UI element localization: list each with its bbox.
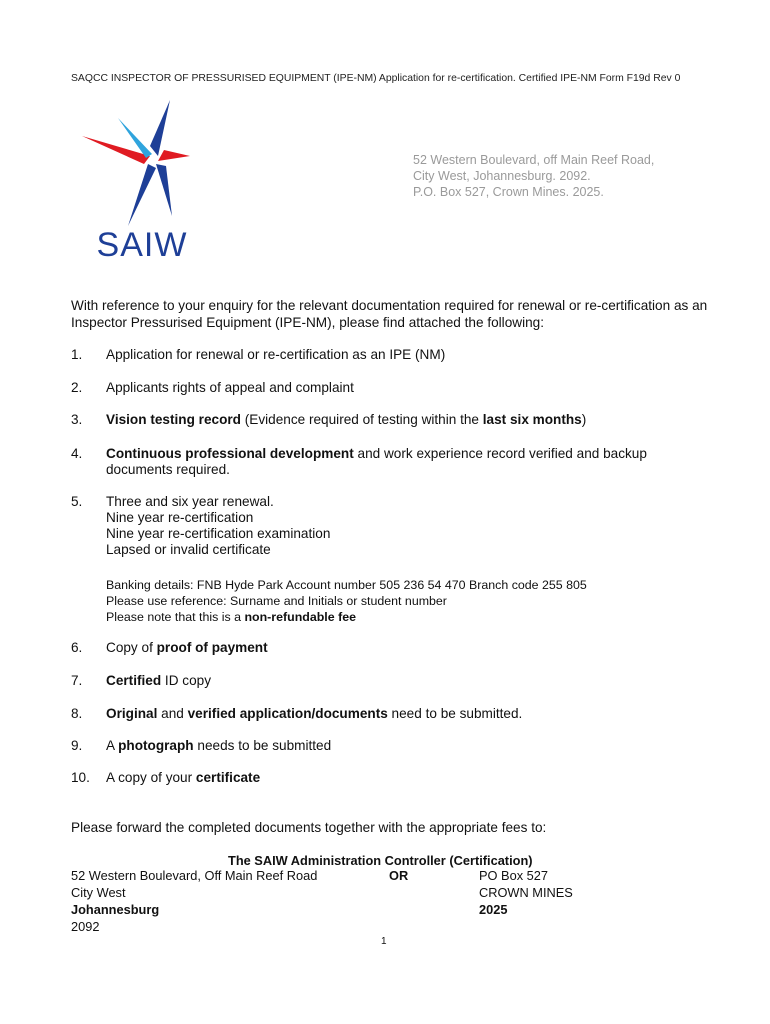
page-number: 1 bbox=[381, 936, 387, 947]
item-number: 5. bbox=[71, 494, 83, 509]
address-line: City West, Johannesburg. 2092. bbox=[413, 169, 591, 183]
banking-note-bold: non-refundable fee bbox=[244, 610, 356, 624]
item-bold: proof of payment bbox=[156, 640, 268, 655]
item-line: Three and six year renewal. bbox=[106, 494, 274, 509]
postal-address bbox=[479, 867, 573, 918]
postal-line: 2025 bbox=[479, 902, 508, 917]
item-number: 1. bbox=[71, 347, 83, 362]
logo-ray-bottom-left bbox=[128, 164, 156, 226]
item-bold: certificate bbox=[195, 770, 261, 785]
item-text bbox=[106, 738, 706, 754]
item-text: Applicants rights of appeal and complaint bbox=[106, 380, 354, 395]
intro-paragraph: With reference to your enquiry for the relevant documentation required for renewal or re-certification as an Inspector Pressurised Equipment (IPE-NM), please find attached the following: bbox=[71, 298, 708, 330]
item-text bbox=[106, 640, 706, 656]
banking-line bbox=[106, 609, 587, 625]
street-address bbox=[71, 867, 317, 935]
item-text bbox=[106, 673, 706, 689]
item-line: Nine year re-certification bbox=[106, 510, 254, 525]
item-plain: (Evidence required of testing within the bbox=[240, 412, 483, 427]
street-line: Johannesburg bbox=[71, 902, 160, 917]
street-line: 2092 bbox=[71, 919, 100, 934]
address-line: P.O. Box 527, Crown Mines. 2025. bbox=[413, 185, 604, 199]
document-header: SAQCC INSPECTOR OF PRESSURISED EQUIPMENT (IPE-NM) Application for re-certification. Certified IPE-NM Form F19d Rev 0 bbox=[71, 73, 681, 84]
item-bold: photograph bbox=[118, 738, 194, 753]
street-line: 52 Western Boulevard, Off Main Reef Road bbox=[71, 868, 318, 883]
item-plain: and work experience record verified and backup documents required. bbox=[106, 446, 647, 477]
item-number: 2. bbox=[71, 380, 83, 395]
address-line: 52 Western Boulevard, off Main Reef Road, bbox=[413, 153, 655, 167]
item-line: Lapsed or invalid certificate bbox=[106, 542, 271, 557]
item-text bbox=[106, 412, 706, 428]
logo-text: SAIW bbox=[96, 226, 188, 264]
item-plain: A copy of your bbox=[106, 770, 196, 785]
item-number: 8. bbox=[71, 706, 83, 721]
item-text: Application for renewal or re-certification as an IPE (NM) bbox=[106, 347, 446, 362]
postal-line: PO Box 527 bbox=[479, 868, 549, 883]
item-bold: Continuous professional development bbox=[106, 446, 354, 461]
logo-ray-bottom-right bbox=[156, 164, 172, 216]
item-line: Nine year re-certification examination bbox=[106, 526, 331, 541]
item-bold: Vision testing record bbox=[106, 412, 241, 427]
item-plain: ) bbox=[581, 412, 587, 427]
item-plain: ID copy bbox=[161, 673, 212, 688]
item-plain: and bbox=[157, 706, 188, 721]
item-plain: needs to be submitted bbox=[193, 738, 332, 753]
item-number: 6. bbox=[71, 640, 83, 655]
saiw-logo bbox=[72, 98, 212, 268]
item-plain: need to be submitted. bbox=[387, 706, 523, 721]
item-bold: Certified bbox=[106, 673, 162, 688]
banking-line: Please use reference: Surname and Initials or student number bbox=[106, 594, 447, 608]
postal-line: CROWN MINES bbox=[479, 885, 573, 900]
item-number: 9. bbox=[71, 738, 83, 753]
item-number: 4. bbox=[71, 446, 83, 461]
logo-ray-top bbox=[150, 100, 170, 156]
logo-ray-left bbox=[82, 136, 150, 164]
banking-line: Banking details: FNB Hyde Park Account number 505 236 54 470 Branch code 255 805 bbox=[106, 578, 587, 592]
item-bold: last six months bbox=[482, 412, 582, 427]
item-plain: Copy of bbox=[106, 640, 157, 655]
item-bold: Original bbox=[106, 706, 158, 721]
item-text bbox=[106, 770, 706, 786]
item-number: 7. bbox=[71, 673, 83, 688]
street-line: City West bbox=[71, 885, 126, 900]
banking-details bbox=[106, 577, 587, 625]
item-text bbox=[106, 446, 706, 478]
banking-note: Please note that this is a bbox=[106, 610, 245, 624]
forward-instruction: Please forward the completed documents together with the appropriate fees to: bbox=[71, 820, 547, 835]
or-separator: OR bbox=[389, 868, 409, 883]
item-number: 10. bbox=[71, 770, 90, 785]
logo-ray-right bbox=[158, 150, 190, 161]
contact-title: The SAIW Administration Controller (Certification) bbox=[228, 853, 533, 868]
item-bold: verified application/documents bbox=[187, 706, 388, 721]
item-plain: A bbox=[106, 738, 119, 753]
item-text bbox=[106, 494, 706, 558]
item-text bbox=[106, 706, 706, 722]
item-number: 3. bbox=[71, 412, 83, 427]
company-address bbox=[413, 152, 654, 200]
